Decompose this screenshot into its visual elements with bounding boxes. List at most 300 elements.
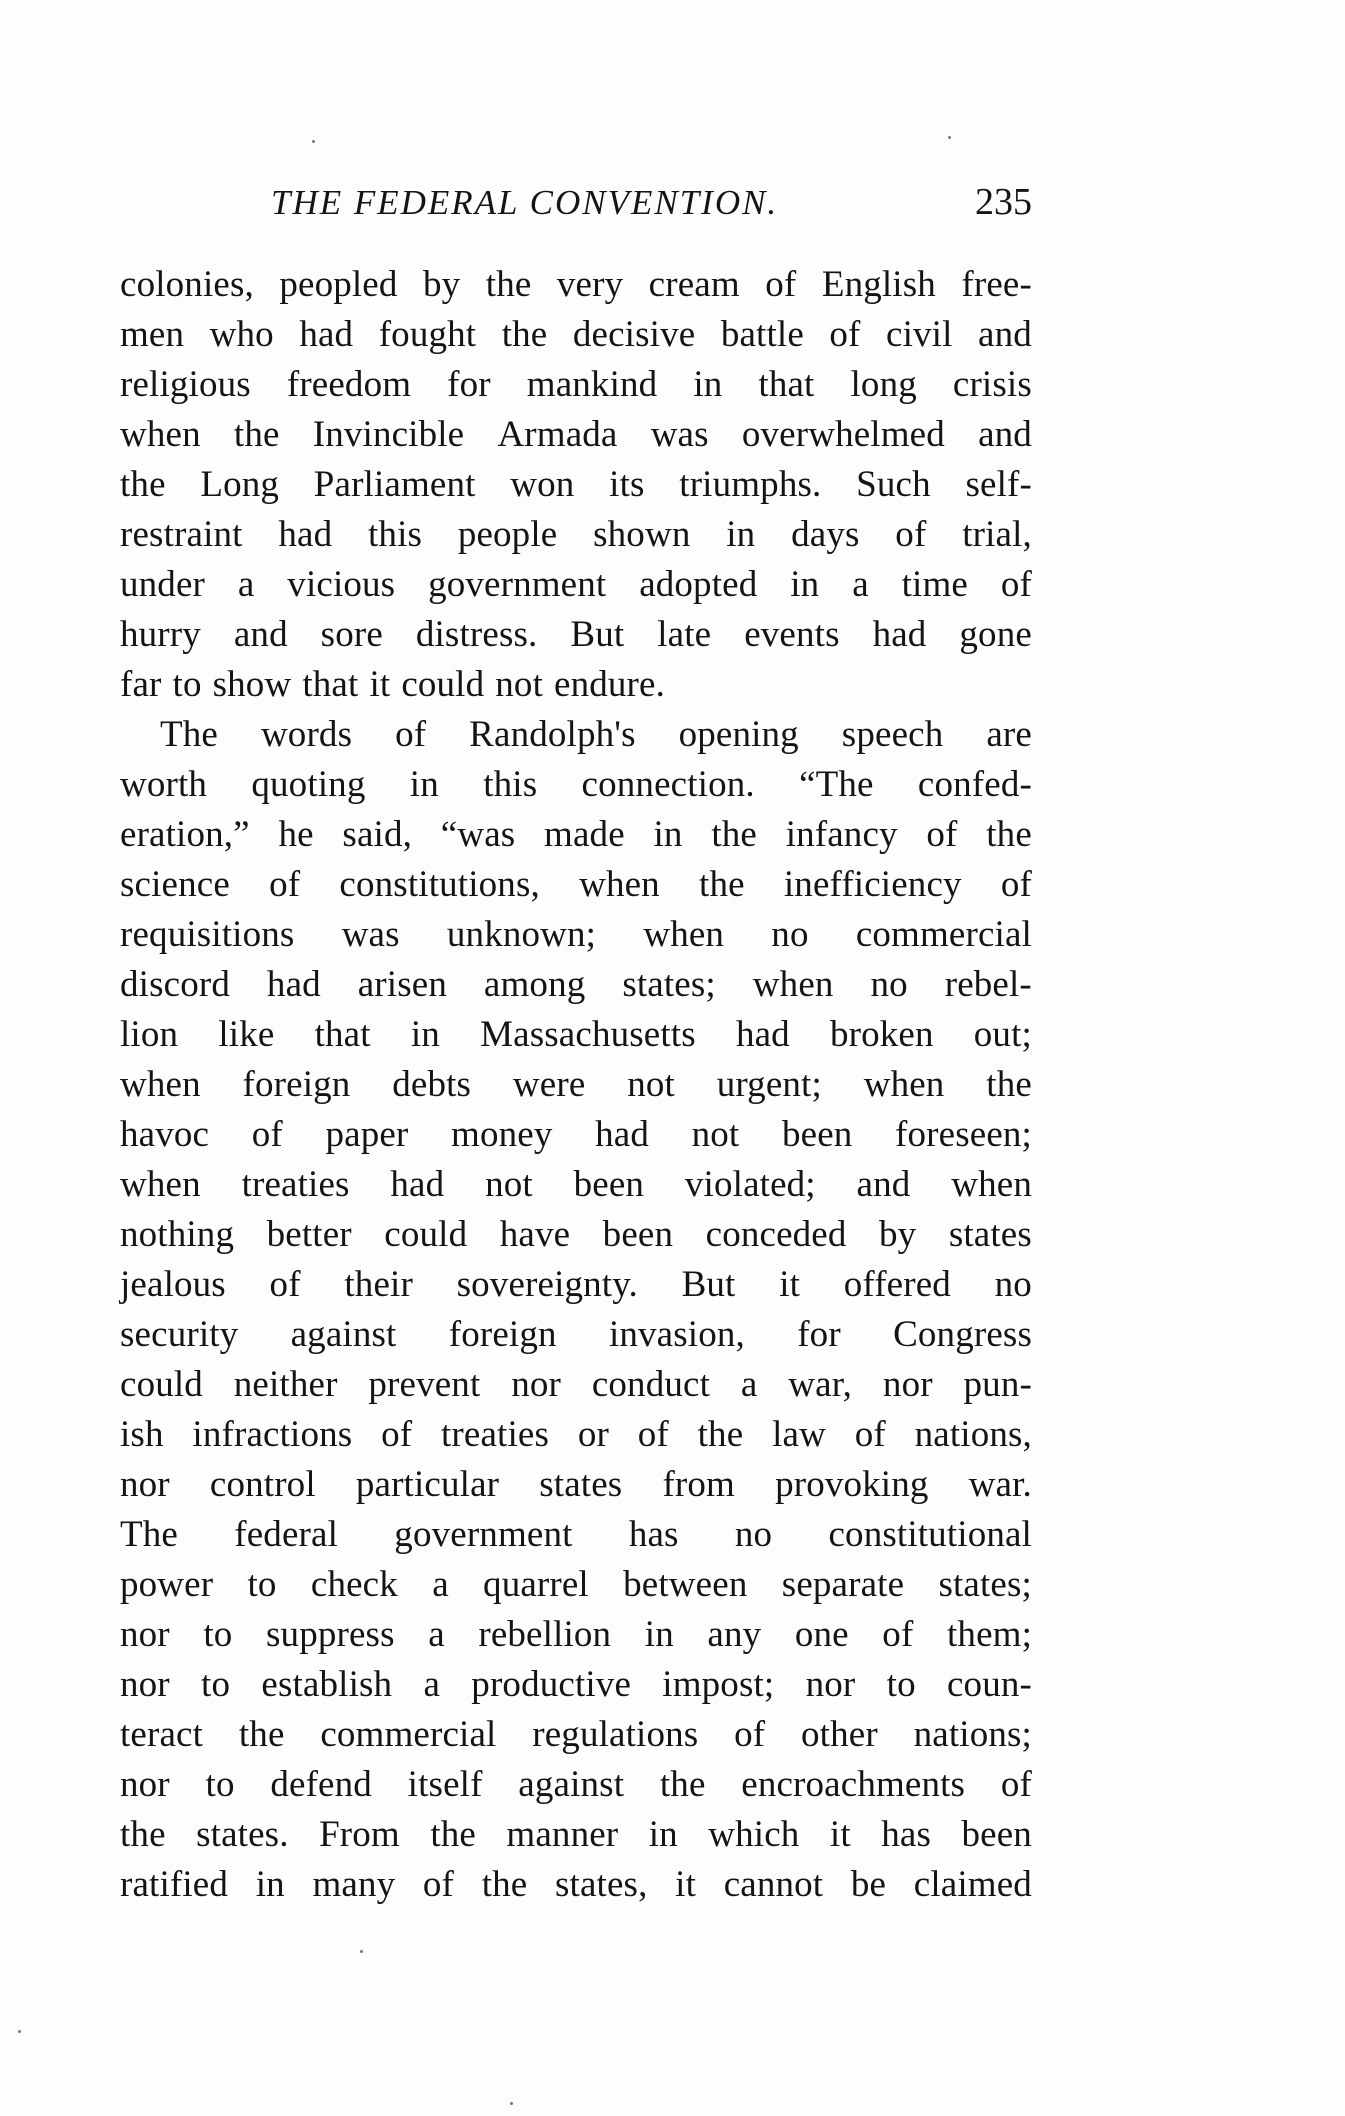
word: vicious — [287, 564, 396, 605]
text-line — [120, 260, 1032, 310]
word: separate — [781, 1564, 905, 1605]
word: its — [609, 464, 645, 505]
word: are — [986, 714, 1032, 755]
word: when — [643, 914, 725, 955]
word: inefficiency — [783, 864, 962, 905]
word: made — [544, 814, 625, 855]
word: prevent — [368, 1364, 481, 1405]
word: states — [539, 1464, 623, 1505]
text-line — [120, 510, 1032, 560]
word: arisen — [357, 964, 447, 1005]
word: had — [266, 964, 321, 1005]
word: foreign — [242, 1064, 351, 1105]
word: debts — [392, 1064, 472, 1105]
text-line — [120, 1610, 1032, 1660]
word: in — [790, 564, 820, 605]
word: was — [341, 914, 400, 955]
word: The — [160, 714, 218, 755]
word: to — [886, 1664, 916, 1705]
word: battle — [720, 314, 804, 355]
word: of — [829, 314, 861, 355]
text-line — [120, 1760, 1032, 1810]
word: nor — [120, 1614, 170, 1655]
word: in — [644, 1614, 674, 1655]
word: states; — [622, 964, 716, 1005]
word: itself — [407, 1764, 483, 1805]
word: power — [120, 1564, 214, 1605]
word: infractions — [192, 1414, 353, 1455]
word: had — [390, 1164, 445, 1205]
word: had — [735, 1014, 790, 1055]
word: From — [319, 1814, 400, 1855]
text-line — [120, 310, 1032, 360]
word: in — [653, 814, 683, 855]
word: the — [986, 814, 1032, 855]
word: havoc — [120, 1114, 210, 1155]
word: their — [344, 1264, 413, 1305]
word: coun- — [946, 1664, 1032, 1705]
word: time — [901, 564, 968, 605]
word: in — [410, 1014, 440, 1055]
word: had — [595, 1114, 649, 1155]
word: invasion, — [608, 1314, 745, 1355]
page-number: 235 — [975, 181, 1032, 223]
word: Massachusetts — [480, 1014, 696, 1055]
word: states; — [938, 1564, 1032, 1605]
word: of — [637, 1414, 669, 1455]
word: were — [512, 1064, 586, 1105]
word: commercial — [320, 1714, 497, 1755]
word: nor — [805, 1664, 856, 1705]
word: ish — [120, 1414, 164, 1455]
word: far — [120, 664, 162, 705]
word: adopted — [639, 564, 758, 605]
word: a — [237, 564, 255, 605]
word: when — [120, 414, 201, 455]
word: crisis — [952, 364, 1032, 405]
word: and — [978, 414, 1032, 455]
word: establish — [261, 1664, 393, 1705]
word: connection. — [581, 764, 755, 805]
word: science — [120, 864, 230, 905]
word: could — [120, 1364, 203, 1405]
text-line — [120, 410, 1032, 460]
word: eration,” — [120, 814, 250, 855]
word: in — [648, 1814, 678, 1855]
word: the — [711, 814, 757, 855]
word: English — [821, 264, 936, 305]
word: any — [707, 1614, 762, 1655]
word: the — [697, 1414, 744, 1455]
text-line — [120, 960, 1032, 1010]
text-line — [120, 810, 1032, 860]
word: and — [233, 614, 288, 655]
word: won — [510, 464, 575, 505]
word: it — [675, 1864, 697, 1905]
word: decisive — [572, 314, 696, 355]
word: mankind — [526, 364, 658, 405]
word: against — [290, 1314, 397, 1355]
word: quoting — [251, 764, 366, 805]
word: against — [518, 1764, 625, 1805]
word: of — [854, 1414, 886, 1455]
word: that — [302, 664, 359, 705]
word: between — [623, 1564, 748, 1605]
word: of — [765, 264, 797, 305]
word: nations; — [913, 1714, 1032, 1755]
word: words — [260, 714, 353, 755]
word: “was — [440, 814, 516, 855]
word: particular — [355, 1464, 500, 1505]
word: states, — [555, 1864, 648, 1905]
word: a — [740, 1364, 758, 1405]
word: to — [203, 1614, 233, 1655]
word: no — [994, 1264, 1032, 1305]
word: men — [120, 314, 185, 355]
word: been — [602, 1214, 674, 1255]
word: the — [699, 864, 745, 905]
text-line — [120, 1110, 1032, 1160]
word: discord — [120, 964, 230, 1005]
word: control — [209, 1464, 316, 1505]
word: this — [367, 514, 423, 555]
word: in — [409, 764, 439, 805]
word: Randolph's — [469, 714, 636, 755]
word: requisitions — [120, 914, 295, 955]
word: not — [485, 1164, 533, 1205]
word: Armada — [497, 414, 618, 455]
word: late — [657, 614, 712, 655]
running-head — [120, 180, 1032, 242]
word: when — [752, 964, 834, 1005]
word: has — [881, 1814, 932, 1855]
word: claimed — [913, 1864, 1032, 1905]
word: Long — [200, 464, 280, 505]
word: constitutions, — [339, 864, 540, 905]
word: them; — [946, 1614, 1032, 1655]
text-line — [120, 1560, 1032, 1610]
word: trial, — [962, 514, 1032, 555]
word: a — [852, 564, 869, 605]
word: regulations — [532, 1714, 699, 1755]
word: has — [628, 1514, 679, 1555]
word: have — [499, 1214, 571, 1255]
word: sovereignty. — [456, 1264, 638, 1305]
word: cream — [648, 264, 740, 305]
word: or — [577, 1414, 609, 1455]
word: Congress — [893, 1314, 1032, 1355]
word: offered — [843, 1264, 951, 1305]
word: quarrel — [483, 1564, 589, 1605]
text-line — [120, 1060, 1032, 1110]
word: defend — [270, 1764, 372, 1805]
word: unknown; — [446, 914, 597, 955]
word: to — [201, 1664, 231, 1705]
word: rebel- — [944, 964, 1032, 1005]
word: treaties — [441, 1414, 550, 1455]
word: foreseen; — [895, 1114, 1032, 1155]
word: freedom — [286, 364, 412, 405]
text-line — [120, 1860, 1032, 1910]
word: war. — [968, 1464, 1032, 1505]
word: of — [926, 814, 958, 855]
word: government — [394, 1514, 573, 1555]
word: a — [432, 1564, 449, 1605]
word: nor — [120, 1764, 170, 1805]
text-line — [120, 1310, 1032, 1360]
word: broken — [829, 1014, 934, 1055]
word: had — [299, 314, 354, 355]
word: from — [662, 1464, 735, 1505]
scan-speck — [948, 136, 951, 139]
word: ratified — [120, 1864, 229, 1905]
word: provoking — [775, 1464, 929, 1505]
word: security — [120, 1314, 239, 1355]
word: gone — [959, 614, 1032, 655]
word: states — [948, 1214, 1032, 1255]
text-line — [120, 910, 1032, 960]
word: a — [423, 1664, 441, 1705]
text-line — [120, 460, 1032, 510]
word: restraint — [120, 514, 243, 555]
word: pun- — [963, 1364, 1032, 1405]
word: nothing — [120, 1214, 235, 1255]
word: worth — [120, 764, 208, 805]
word: events — [744, 614, 840, 655]
word: confed- — [917, 764, 1032, 805]
word: when — [951, 1164, 1032, 1205]
word: when — [120, 1064, 201, 1105]
word: rebellion — [478, 1614, 612, 1655]
word: colonies, — [120, 264, 254, 305]
word: other — [801, 1714, 878, 1755]
word: it — [369, 664, 391, 705]
word: check — [310, 1564, 398, 1605]
running-title: THE FEDERAL CONVENTION. — [271, 183, 779, 222]
text-line — [120, 1410, 1032, 1460]
scan-speck — [18, 2030, 21, 2033]
word: when — [863, 1064, 945, 1105]
word: by — [879, 1214, 917, 1255]
text-line — [120, 1360, 1032, 1410]
word: jealous — [120, 1264, 226, 1305]
word: religious — [120, 364, 251, 405]
text-line — [120, 1210, 1032, 1260]
word: no — [771, 914, 809, 955]
word: the — [481, 1864, 528, 1905]
word: foreign — [448, 1314, 557, 1355]
word: that — [758, 364, 815, 405]
word: was — [650, 414, 709, 455]
word: it — [779, 1264, 801, 1305]
word: he — [278, 814, 314, 855]
word: people — [457, 514, 558, 555]
word: that — [314, 1014, 371, 1055]
word: nor — [882, 1364, 933, 1405]
word: conduct — [591, 1364, 711, 1405]
word: the — [501, 314, 548, 355]
word: of — [895, 514, 927, 555]
word: who — [209, 314, 274, 355]
word: self- — [965, 464, 1032, 505]
word: nor — [120, 1464, 170, 1505]
word: money — [451, 1114, 553, 1155]
word: cannot — [723, 1864, 824, 1905]
word: free- — [961, 264, 1032, 305]
word: of — [269, 1264, 301, 1305]
text-line — [120, 1810, 1032, 1860]
word: under — [120, 564, 205, 605]
word: opening — [678, 714, 799, 755]
word: not — [691, 1114, 740, 1155]
word: commercial — [855, 914, 1032, 955]
word: The — [120, 1514, 178, 1555]
word: of — [381, 1414, 413, 1455]
word: “The — [799, 764, 874, 805]
word: the — [120, 464, 166, 505]
word: the — [986, 1064, 1032, 1105]
word: distress. — [415, 614, 538, 655]
word: been — [573, 1164, 645, 1205]
text-line — [120, 1510, 1032, 1560]
word: of — [395, 714, 427, 755]
text-line — [120, 1460, 1032, 1510]
word: of — [882, 1614, 914, 1655]
word: had — [278, 514, 333, 555]
word: overwhelmed — [741, 414, 945, 455]
paragraph-last-line — [120, 660, 1032, 710]
word: violated; — [684, 1164, 816, 1205]
word: hurry — [120, 614, 201, 655]
word: manner — [506, 1814, 619, 1855]
word: said, — [342, 814, 413, 855]
word: a — [428, 1614, 445, 1655]
word: no — [870, 964, 908, 1005]
book-page — [120, 180, 1032, 1910]
word: had — [872, 614, 927, 655]
word: Parliament — [313, 464, 476, 505]
word: for — [447, 364, 491, 405]
text-line — [120, 1710, 1032, 1760]
word: in — [693, 364, 723, 405]
word: could — [384, 1214, 468, 1255]
word: of — [251, 1114, 283, 1155]
word: better — [266, 1214, 352, 1255]
word: states. — [196, 1814, 289, 1855]
scan-speck — [360, 1950, 363, 1953]
text-line — [120, 1660, 1032, 1710]
word: civil — [886, 314, 953, 355]
word: of — [734, 1714, 766, 1755]
word: not — [495, 664, 543, 705]
word: nations, — [914, 1414, 1032, 1455]
word: it — [829, 1814, 851, 1855]
word: impost; — [662, 1664, 775, 1705]
word: in — [255, 1864, 285, 1905]
word: which — [708, 1814, 800, 1855]
word: encroachments — [741, 1764, 966, 1805]
word: the — [233, 414, 280, 455]
word: and — [978, 314, 1032, 355]
word: when — [120, 1164, 201, 1205]
word: nor — [120, 1664, 170, 1705]
word: fought — [378, 314, 477, 355]
word: in — [726, 514, 756, 555]
word: Such — [856, 464, 931, 505]
word: government — [428, 564, 607, 605]
word: many — [312, 1864, 396, 1905]
word: teract — [120, 1714, 204, 1755]
word: of — [269, 864, 301, 905]
word: But — [681, 1264, 736, 1305]
word: war, — [788, 1364, 853, 1405]
word: sore — [320, 614, 383, 655]
word: like — [218, 1014, 275, 1055]
text-line — [120, 1260, 1032, 1310]
word: of — [422, 1864, 455, 1905]
text-line — [120, 360, 1032, 410]
text-line — [120, 760, 1032, 810]
word: this — [483, 764, 538, 805]
word: show — [212, 664, 292, 705]
word: lion — [120, 1014, 179, 1055]
word: shown — [593, 514, 691, 555]
word: very — [556, 264, 624, 305]
word: among — [483, 964, 586, 1005]
text-line — [120, 560, 1032, 610]
word: been — [961, 1814, 1032, 1855]
word: speech — [841, 714, 944, 755]
word: of — [1000, 864, 1032, 905]
word: been — [781, 1114, 853, 1155]
word: conceded — [705, 1214, 847, 1255]
word: one — [794, 1614, 849, 1655]
word: out; — [973, 1014, 1032, 1055]
word: to — [247, 1564, 277, 1605]
word: productive — [471, 1664, 632, 1705]
word: no — [734, 1514, 773, 1555]
word: be — [850, 1864, 887, 1905]
word: of — [1000, 564, 1032, 605]
word: suppress — [266, 1614, 395, 1655]
word: treaties — [241, 1164, 350, 1205]
text-line — [120, 860, 1032, 910]
word: to — [205, 1764, 235, 1805]
word: But — [570, 614, 625, 655]
word: law — [772, 1414, 826, 1455]
word: by — [423, 264, 461, 305]
word: triumphs. — [679, 464, 822, 505]
word: the — [485, 264, 532, 305]
text-line — [120, 1010, 1032, 1060]
word: federal — [234, 1514, 339, 1555]
word: long — [850, 364, 917, 405]
text-line — [120, 1160, 1032, 1210]
word: urgent; — [716, 1064, 822, 1105]
word: endure. — [554, 664, 665, 705]
word: could — [401, 664, 485, 705]
word: of — [1000, 1764, 1032, 1805]
word: for — [797, 1314, 841, 1355]
word: when — [579, 864, 660, 905]
body-text — [120, 260, 1032, 1910]
text-line — [120, 610, 1032, 660]
word: the — [238, 1714, 285, 1755]
word: the — [120, 1814, 166, 1855]
word: constitutional — [828, 1514, 1032, 1555]
word: not — [627, 1064, 675, 1105]
word: the — [659, 1764, 706, 1805]
